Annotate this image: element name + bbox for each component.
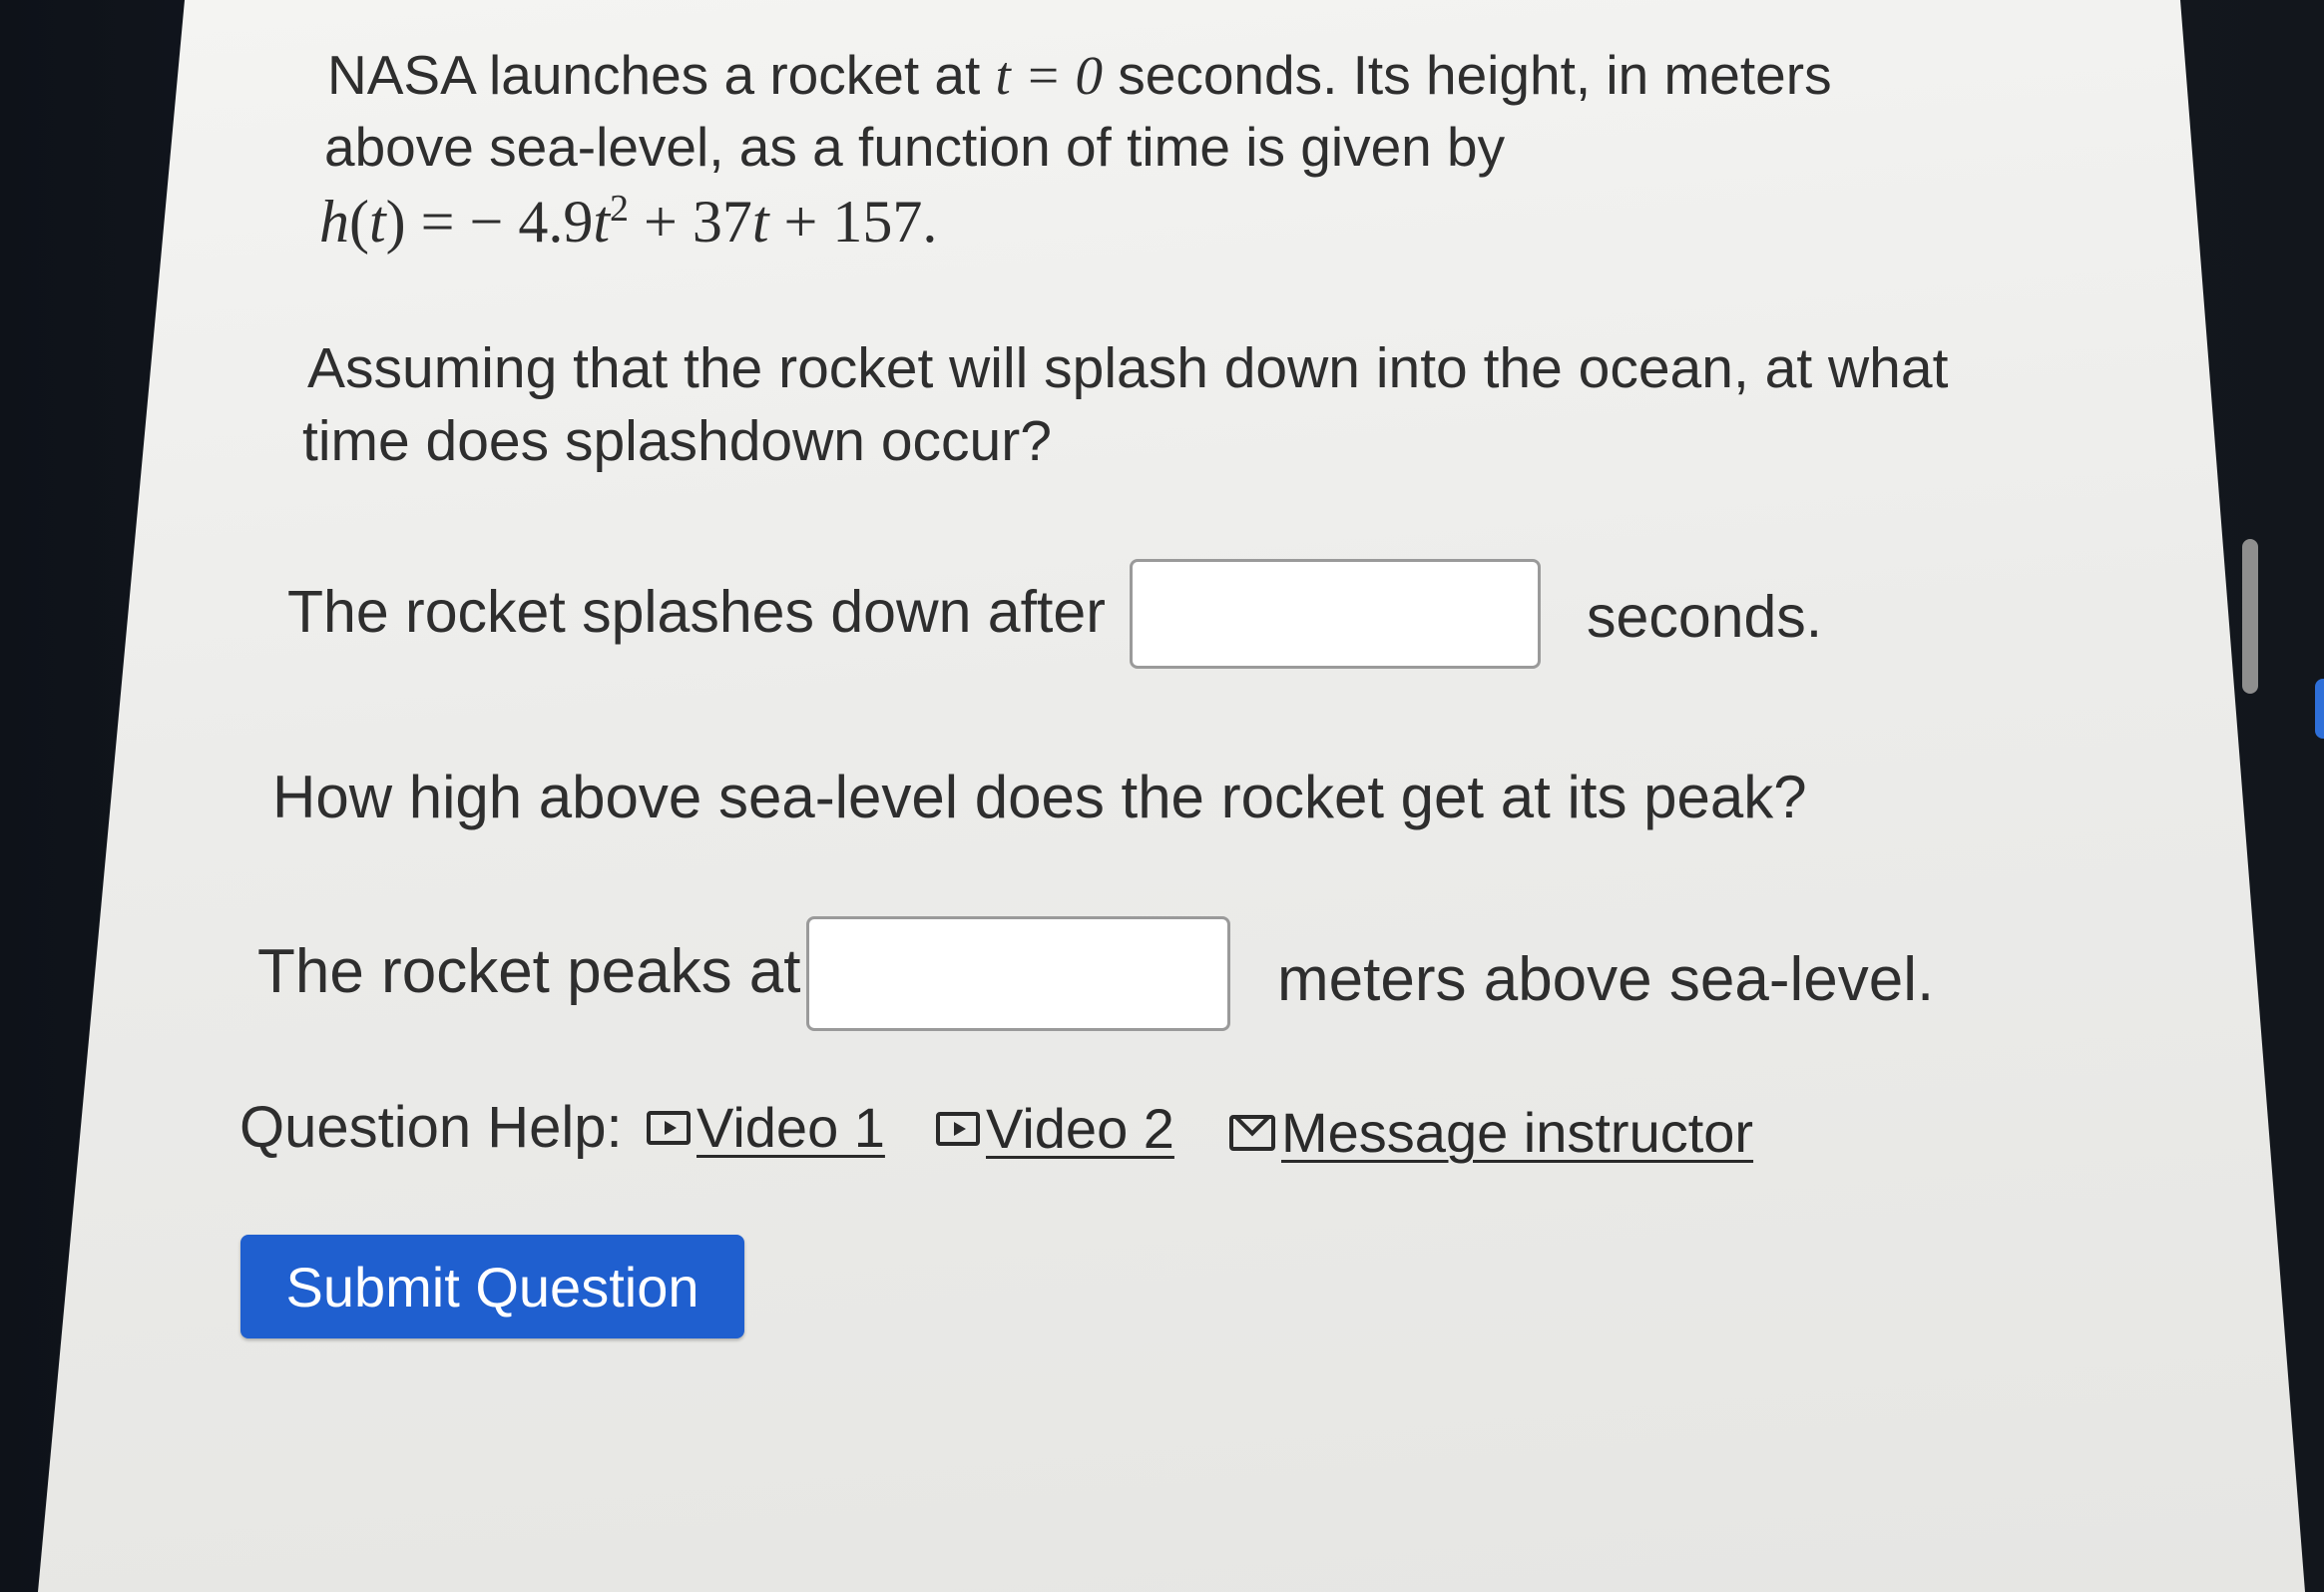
video-2-link[interactable] bbox=[936, 1096, 1174, 1161]
message-instructor-link[interactable] bbox=[1229, 1100, 1753, 1165]
video-1-link[interactable] bbox=[647, 1095, 885, 1160]
splashdown-unit-label: seconds. bbox=[1587, 584, 1823, 650]
scrollbar-thumb[interactable] bbox=[2242, 539, 2258, 694]
problem-line-2: above sea-level, as a function of time is given by bbox=[324, 116, 1506, 178]
play-icon bbox=[647, 1111, 691, 1145]
peak-height-input[interactable] bbox=[806, 916, 1230, 1031]
video-2-label: Video 2 bbox=[986, 1097, 1174, 1160]
edge-accent bbox=[2315, 679, 2324, 739]
message-instructor-label: Message instructor bbox=[1281, 1101, 1754, 1164]
peak-answer-label: The rocket peaks at bbox=[257, 937, 801, 1006]
submit-question-button[interactable]: Submit Question bbox=[240, 1235, 744, 1338]
problem-intro: NASA launches a rocket at t = 0 seconds. Its height, in meters bbox=[327, 44, 1832, 106]
splashdown-answer-label: The rocket splashes down after bbox=[287, 579, 1106, 645]
play-icon bbox=[936, 1112, 980, 1146]
question1-line-2: time does splashdown occur? bbox=[302, 409, 1052, 473]
splashdown-time-input[interactable] bbox=[1130, 559, 1541, 669]
height-formula: h(t) = − $4.9t^2 + 37t + 157$. bbox=[319, 188, 938, 255]
question1-line-1: Assuming that the rocket will splash down into the ocean, at what bbox=[307, 336, 1949, 400]
video-1-label: Video 1 bbox=[697, 1096, 885, 1159]
mail-icon bbox=[1229, 1115, 1275, 1151]
question-help-label: Question Help: bbox=[239, 1095, 623, 1160]
question2-text: How high above sea-level does the rocket get at its peak? bbox=[272, 764, 1807, 830]
peak-unit-label: meters above sea-level. bbox=[1277, 945, 1935, 1014]
